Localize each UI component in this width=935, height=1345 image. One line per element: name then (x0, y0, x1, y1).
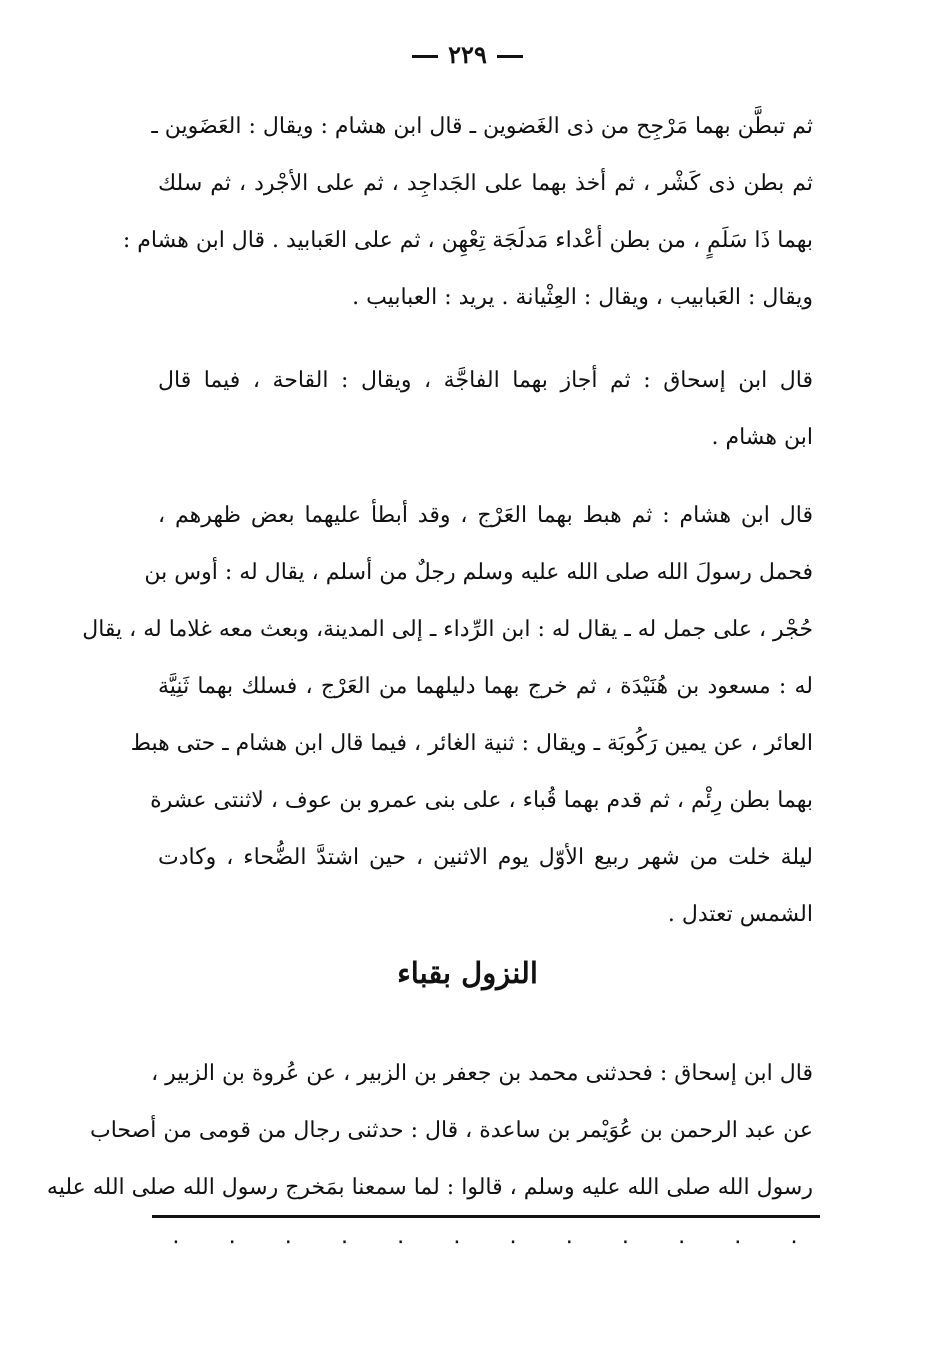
text-line: ويقال : العَبابيب ، ويقال : العِثْيانة . يريد : العبابيب . (352, 285, 813, 310)
text-line: قال ابن إسحاق : فحدثنى محمد بن جعفر بن الزبير ، عن عُروة بن الزبير ، (151, 1061, 813, 1086)
footer-mark: ٠ (563, 1229, 576, 1254)
footer-mark: ٠ (450, 1229, 463, 1254)
text-line: قال ابن هشام : ثم هبط بهما العَرْج ، وقد أبطأ عليهما بعض ظهرهم ، (158, 503, 813, 528)
footer-marks (170, 1229, 800, 1254)
paragraph-2 (158, 352, 813, 466)
paragraph-1 (122, 98, 813, 326)
text-line: فحمل رسولَ الله صلى الله عليه وسلم رجلٌ من أسلم ، يقال له : أوس بن (144, 560, 813, 585)
page-number: ٢٢٩ (448, 40, 487, 69)
text-line: الشمس تعتدل . (667, 902, 813, 927)
text-line: قال ابن إسحاق : ثم أجاز بهما الفاجَّة ، ويقال : القاحة ، فيما قال (158, 368, 813, 393)
right-dash (412, 55, 438, 58)
text-line: له : مسعود بن هُنَيْدَة ، ثم خرج بهما دليلهما من العَرْج ، فسلك بهما ثَنِيَّة (158, 674, 813, 699)
footer-rule (152, 1215, 820, 1218)
section-heading: النزول بقباء (397, 956, 538, 990)
text-line: العائر ، عن يمين رَكُوبَة ـ ويقال : ثنية الغائر ، فيما قال ابن هشام ـ حتى هبط (130, 731, 813, 756)
text-line: حُجْر ، على جمل له ـ يقال له : ابن الرِّداء ـ إلى المدينة، وبعث معه غلاما له ، يقال (82, 617, 813, 642)
text-line: ثم تبطَّن بهما مَرْجِح من ذى الغَضوين ـ قال ابن هشام : ويقال : العَضَوين ـ (151, 114, 813, 139)
footer-mark: ٠ (507, 1229, 519, 1254)
footer-mark: ٠ (282, 1229, 295, 1254)
footer-mark: ٠ (338, 1229, 351, 1254)
footer-mark: ٠ (731, 1229, 744, 1254)
footer-mark: ٠ (394, 1229, 407, 1254)
footer-mark: ٠ (788, 1229, 800, 1254)
footer-mark: ٠ (226, 1229, 239, 1254)
left-dash (497, 55, 523, 58)
footer-mark: ٠ (170, 1229, 182, 1254)
text-line: عن عبد الرحمن بن عُوَيْمر بن ساعدة ، قال : حدثنى رجال من قومى من أصحاب (89, 1118, 813, 1143)
text-line: ثم بطن ذى كَشْر ، ثم أخذ بهما على الجَداجِد ، ثم على الأجْرد ، ثم سلك (158, 171, 813, 196)
paragraph-3 (82, 487, 813, 943)
footer-mark: ٠ (675, 1229, 688, 1254)
page-number-header (0, 40, 935, 69)
paragraph-4 (46, 1045, 813, 1216)
text-line: بهما ذَا سَلَمٍ ، من بطن أعْداء مَدلَجَة تِعْهِن ، ثم على العَبابيد . قال ابن هشام : (122, 228, 813, 253)
text-line: ابن هشام . (711, 425, 813, 450)
text-line: ليلة خلت من شهر ربيع الأوّل يوم الاثنين ، حين اشتدَّ الضُّحاء ، وكادت (158, 845, 813, 870)
text-line: رسول الله صلى الله عليه وسلم ، قالوا : لما سمعنا بمَخرج رسول الله صلى الله عليه (46, 1175, 813, 1200)
footer-mark: ٠ (619, 1229, 632, 1254)
text-line: بهما بطن رِئْم ، ثم قدم بهما قُباء ، على بنى عمرو بن عوف ، لاثنتى عشرة (150, 788, 813, 813)
